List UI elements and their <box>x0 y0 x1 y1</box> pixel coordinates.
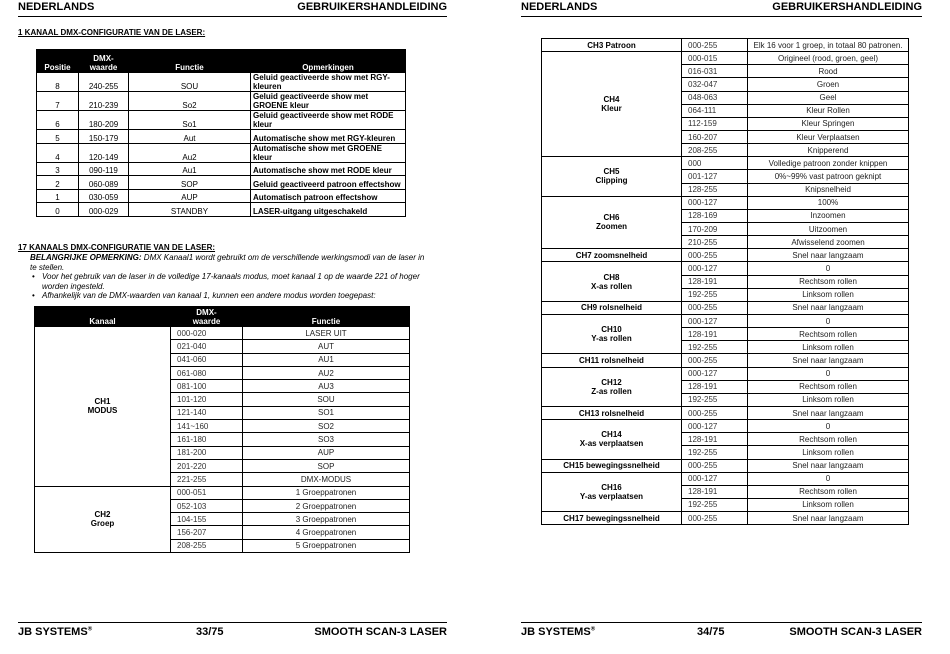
function-cell: Snel naar langzaam <box>748 249 909 262</box>
important-note <box>30 253 425 272</box>
function-cell: Rechtsom rollen <box>748 275 909 288</box>
position-cell: 6 <box>37 111 79 130</box>
channel-name: Y-as rollen <box>591 334 632 344</box>
remark-cell: Automatische show met RGY-kleuren <box>251 130 406 144</box>
function-cell: Snel naar langzaam <box>748 459 909 472</box>
note-label: BELANGRIJKE OPMERKING: <box>30 253 142 262</box>
function-cell: 0 <box>748 367 909 380</box>
table-header-cell: DMX- waarde <box>79 50 129 73</box>
header-title: GEBRUIKERSHANDLEIDING <box>297 1 447 13</box>
table-row <box>542 196 909 209</box>
channel-cell <box>35 327 171 487</box>
dmx-value-cell: 000 <box>682 157 748 170</box>
table-header-cell: Positie <box>37 50 79 73</box>
function-cell: Rechtsom rollen <box>748 433 909 446</box>
function-cell: 3 Groeppatronen <box>243 513 410 526</box>
dmx-value-cell: 161-180 <box>171 433 243 446</box>
dmx-value-cell: 000-015 <box>682 52 748 65</box>
table-row <box>37 162 406 176</box>
dmx-value-cell: 128-191 <box>682 275 748 288</box>
section1-title: 1 KANAAL DMX-CONFIGURATIE VAN DE LASER: <box>18 28 206 37</box>
footer-page-number: 33/75 <box>196 626 224 638</box>
channel-id: CH12 <box>601 377 622 387</box>
function-cell: Kleur Verplaatsen <box>748 130 909 143</box>
function-cell: Linksom rollen <box>748 498 909 511</box>
dmx-value-cell: 000-127 <box>682 367 748 380</box>
table-row <box>542 406 909 419</box>
function-cell: 4 Groeppatronen <box>243 526 410 539</box>
channel-cell <box>542 512 682 525</box>
position-cell: 7 <box>37 92 79 111</box>
function-cell: 0 <box>748 420 909 433</box>
function-cell: AUT <box>243 340 410 353</box>
table-row <box>37 176 406 190</box>
function-cell: 1 Groeppatronen <box>243 486 410 499</box>
function-cell: Snel naar langzaam <box>748 301 909 314</box>
header-title: GEBRUIKERSHANDLEIDING <box>772 1 922 13</box>
footer-page-number: 34/75 <box>697 626 725 638</box>
function-cell: Aut <box>129 130 251 144</box>
function-cell: AU3 <box>243 380 410 393</box>
channel-cell <box>542 52 682 157</box>
channel-cell <box>542 406 682 419</box>
channel-id: CH11 rolsnelheid <box>579 355 644 365</box>
channel-id: CH2 <box>94 510 111 520</box>
footer-product: SMOOTH SCAN-3 LASER <box>314 626 447 638</box>
function-cell: Groen <box>748 78 909 91</box>
function-cell: Volledige patroon zonder knippen <box>748 157 909 170</box>
channel-name: X-as rollen <box>591 281 632 291</box>
bullet-list <box>30 272 425 301</box>
position-cell: 3 <box>37 162 79 176</box>
position-cell: 2 <box>37 176 79 190</box>
channel-cell <box>542 420 682 459</box>
table-row <box>542 472 909 485</box>
dmx-value-cell: 201-220 <box>171 459 243 472</box>
function-cell: Uitzoomen <box>748 222 909 235</box>
dmx-value-cell: 030-059 <box>79 189 129 203</box>
function-cell: Au2 <box>129 143 251 162</box>
dmx-value-cell: 021-040 <box>171 340 243 353</box>
table-channels-3-17 <box>541 38 909 525</box>
remark-cell: Automatische show met GROENE kleur <box>251 143 406 162</box>
function-cell: Inzoomen <box>748 209 909 222</box>
dmx-value-cell: 181-200 <box>171 446 243 459</box>
dmx-value-cell: 090-119 <box>79 162 129 176</box>
table-row <box>37 130 406 144</box>
function-cell: Linksom rollen <box>748 288 909 301</box>
channel-id: CH1 <box>94 397 111 407</box>
dmx-value-cell: 000-127 <box>682 196 748 209</box>
footer-brand: JB SYSTEMS® <box>18 626 93 638</box>
right-page-footer <box>521 622 922 640</box>
footer-product: SMOOTH SCAN-3 LASER <box>789 626 922 638</box>
channel-id: CH15 bewegingssnelheid <box>563 461 660 471</box>
table-row <box>37 189 406 203</box>
function-cell: Knipsnelheid <box>748 183 909 196</box>
remark-cell: Geluid geactiveerde show met RGY-kleuren <box>251 73 406 92</box>
dmx-value-cell: 048-063 <box>682 91 748 104</box>
channel-id: CH8 <box>603 272 620 282</box>
dmx-value-cell: 000-255 <box>682 301 748 314</box>
dmx-value-cell: 156-207 <box>171 526 243 539</box>
dmx-value-cell: 000-255 <box>682 249 748 262</box>
dmx-value-cell: 000-127 <box>682 472 748 485</box>
channel-id: CH3 Patroon <box>587 40 636 50</box>
dmx-value-cell: 112-159 <box>682 117 748 130</box>
dmx-value-cell: 208-255 <box>171 539 243 552</box>
dmx-value-cell: 221-255 <box>171 473 243 486</box>
dmx-value-cell: 210-255 <box>682 236 748 249</box>
table-row <box>542 367 909 380</box>
remark-cell: Geluid geactiveerd patroon effectshow <box>251 176 406 190</box>
function-cell: SOU <box>243 393 410 406</box>
dmx-value-cell: 192-255 <box>682 288 748 301</box>
table-row <box>542 249 909 262</box>
dmx-value-cell: 001-127 <box>682 170 748 183</box>
dmx-value-cell: 128-191 <box>682 433 748 446</box>
channel-name: Z-as rollen <box>591 386 632 396</box>
table-row <box>37 111 406 130</box>
table-header-cell: Functie <box>243 307 410 327</box>
table-row <box>37 203 406 217</box>
notes <box>30 253 425 301</box>
function-cell: AU1 <box>243 353 410 366</box>
channel-cell <box>542 157 682 196</box>
table-row <box>542 459 909 472</box>
channel-cell <box>542 314 682 353</box>
dmx-value-cell: 060-089 <box>79 176 129 190</box>
position-cell: 1 <box>37 189 79 203</box>
function-cell: DMX-MODUS <box>243 473 410 486</box>
function-cell: Snel naar langzaam <box>748 512 909 525</box>
dmx-value-cell: 141~160 <box>171 420 243 433</box>
function-cell: SOU <box>129 73 251 92</box>
channel-id: CH5 <box>603 167 620 177</box>
dmx-value-cell: 210-239 <box>79 92 129 111</box>
table-row <box>542 157 909 170</box>
dmx-value-cell: 120-149 <box>79 143 129 162</box>
function-cell: 0 <box>748 472 909 485</box>
table-row <box>35 327 410 340</box>
function-cell: SO3 <box>243 433 410 446</box>
footer-brand: JB SYSTEMS® <box>521 626 596 638</box>
table-row <box>37 92 406 111</box>
left-page-footer <box>18 622 447 640</box>
remark-cell: LASER-uitgang uitgeschakeld <box>251 203 406 217</box>
dmx-value-cell: 101-120 <box>171 393 243 406</box>
dmx-value-cell: 000-051 <box>171 486 243 499</box>
remark-cell: Geluid geactiveerde show met GROENE kleur <box>251 92 406 111</box>
remark-cell: Automatische show met RODE kleur <box>251 162 406 176</box>
right-page-header <box>521 0 922 17</box>
section2-title: 17 KANAALS DMX-CONFIGURATIE VAN DE LASER: <box>18 243 216 252</box>
channel-name: Groep <box>90 519 115 529</box>
note-text: DMX Kanaal1 wordt gebruikt om de verschillende werkingsmodi van de laser in te stellen. <box>30 253 425 272</box>
dmx-value-cell: 128-191 <box>682 380 748 393</box>
dmx-value-cell: 000-020 <box>171 327 243 340</box>
dmx-value-cell: 208-255 <box>682 144 748 157</box>
function-cell: 0 <box>748 262 909 275</box>
function-cell: Rechtsom rollen <box>748 485 909 498</box>
table-row <box>542 420 909 433</box>
channel-id: CH16 <box>601 482 622 492</box>
channel-cell <box>542 262 682 301</box>
remark-cell: Geluid geactiveerde show met RODE kleur <box>251 111 406 130</box>
channel-id: CH4 <box>603 95 620 105</box>
position-cell: 5 <box>37 130 79 144</box>
position-cell: 8 <box>37 73 79 92</box>
function-cell: 2 Groeppatronen <box>243 499 410 512</box>
dmx-value-cell: 192-255 <box>682 393 748 406</box>
dmx-value-cell: 150-179 <box>79 130 129 144</box>
table-row <box>542 314 909 327</box>
dmx-value-cell: 128-255 <box>682 183 748 196</box>
function-cell: So2 <box>129 92 251 111</box>
dmx-value-cell: 041-060 <box>171 353 243 366</box>
channel-cell <box>542 249 682 262</box>
function-cell: Geel <box>748 91 909 104</box>
table-row <box>542 39 909 52</box>
function-cell: So1 <box>129 111 251 130</box>
channel-id: CH7 zoomsnelheid <box>575 250 648 260</box>
table-row <box>542 354 909 367</box>
function-cell: Snel naar langzaam <box>748 406 909 419</box>
function-cell: SOP <box>243 459 410 472</box>
table-row <box>542 301 909 314</box>
function-cell: Rechtsom rollen <box>748 328 909 341</box>
function-cell: Knipperend <box>748 144 909 157</box>
channel-cell <box>542 196 682 249</box>
dmx-value-cell: 052-103 <box>171 499 243 512</box>
table-row <box>37 143 406 162</box>
dmx-value-cell: 032-047 <box>682 78 748 91</box>
channel-id: CH13 rolsnelheid <box>578 408 645 418</box>
channel-id: CH9 rolsnelheid <box>581 303 642 313</box>
table-header-cell: DMX- waarde <box>171 307 243 327</box>
dmx-value-cell: 121-140 <box>171 406 243 419</box>
dmx-value-cell: 000-127 <box>682 262 748 275</box>
bullet-item: • Afhankelijk van de DMX-waarden van kanaal 1, kunnen een andere modus worden toegepast: <box>30 291 425 301</box>
function-cell: Rood <box>748 65 909 78</box>
dmx-value-cell: 000-127 <box>682 314 748 327</box>
function-cell: Elk 16 voor 1 groep, in totaal 80 patronen. <box>748 39 909 52</box>
dmx-value-cell: 000-127 <box>682 420 748 433</box>
table-row <box>542 262 909 275</box>
function-cell: STANDBY <box>129 203 251 217</box>
table-row <box>542 52 909 65</box>
function-cell: 0 <box>748 314 909 327</box>
function-cell: Linksom rollen <box>748 341 909 354</box>
dmx-value-cell: 192-255 <box>682 341 748 354</box>
channel-cell <box>542 39 682 52</box>
function-cell: Afwisselend zoomen <box>748 236 909 249</box>
function-cell: Snel naar langzaam <box>748 354 909 367</box>
function-cell: AUP <box>129 189 251 203</box>
dmx-value-cell: 000-255 <box>682 406 748 419</box>
function-cell: SO2 <box>243 420 410 433</box>
dmx-value-cell: 240-255 <box>79 73 129 92</box>
dmx-value-cell: 000-255 <box>682 459 748 472</box>
function-cell: Au1 <box>129 162 251 176</box>
dmx-value-cell: 064-111 <box>682 104 748 117</box>
position-cell: 0 <box>37 203 79 217</box>
table-header-cell: Kanaal <box>35 307 171 327</box>
channel-cell <box>542 459 682 472</box>
dmx-value-cell: 170-209 <box>682 222 748 235</box>
channel-cell <box>542 472 682 511</box>
function-cell: 5 Groeppatronen <box>243 539 410 552</box>
table-row <box>37 73 406 92</box>
channel-cell <box>35 486 171 552</box>
table-row <box>542 512 909 525</box>
dmx-value-cell: 180-209 <box>79 111 129 130</box>
function-cell: SO1 <box>243 406 410 419</box>
dmx-value-cell: 061-080 <box>171 366 243 379</box>
table-header-cell: Functie <box>129 50 251 73</box>
function-cell: Kleur Rollen <box>748 104 909 117</box>
dmx-value-cell: 128-169 <box>682 209 748 222</box>
function-cell: AU2 <box>243 366 410 379</box>
dmx-value-cell: 000-029 <box>79 203 129 217</box>
dmx-value-cell: 081-100 <box>171 380 243 393</box>
dmx-value-cell: 128-191 <box>682 328 748 341</box>
header-language: NEDERLANDS <box>18 1 95 13</box>
channel-name: MODUS <box>87 406 118 416</box>
dmx-value-cell: 128-191 <box>682 485 748 498</box>
table-17-channel-modes <box>34 306 410 553</box>
channel-cell <box>542 354 682 367</box>
function-cell: Linksom rollen <box>748 446 909 459</box>
table-1-channel-config <box>36 49 406 217</box>
function-cell: Linksom rollen <box>748 393 909 406</box>
channel-name: X-as verplaatsen <box>579 439 644 449</box>
function-cell: AUP <box>243 446 410 459</box>
channel-id: CH6 <box>603 213 620 223</box>
dmx-value-cell: 016-031 <box>682 65 748 78</box>
header-language: NEDERLANDS <box>521 1 598 13</box>
dmx-value-cell: 192-255 <box>682 446 748 459</box>
bullet-item: • Voor het gebruik van de laser in de volledige 17-kanaals modus, moet kanaal 1 op de waarde 221 of hoger worden ingesteld. <box>30 272 425 291</box>
function-cell: Kleur Springen <box>748 117 909 130</box>
channel-name: Clipping <box>595 176 628 186</box>
channel-id: CH10 <box>601 325 622 335</box>
dmx-value-cell: 160-207 <box>682 130 748 143</box>
channel-cell <box>542 367 682 406</box>
function-cell: 0%~99% vast patroon geknipt <box>748 170 909 183</box>
channel-id: CH17 bewegingssnelheid <box>563 513 660 523</box>
channel-name: Zoomen <box>595 222 628 232</box>
function-cell: LASER UIT <box>243 327 410 340</box>
function-cell: 100% <box>748 196 909 209</box>
table-header-cell: Opmerkingen <box>251 50 406 73</box>
left-page-header <box>18 0 447 17</box>
dmx-value-cell: 192-255 <box>682 498 748 511</box>
channel-id: CH14 <box>601 430 622 440</box>
function-cell: SOP <box>129 176 251 190</box>
channel-cell <box>542 301 682 314</box>
channel-name: Y-as verplaatsen <box>579 491 644 501</box>
position-cell: 4 <box>37 143 79 162</box>
dmx-value-cell: 000-255 <box>682 512 748 525</box>
dmx-value-cell: 000-255 <box>682 39 748 52</box>
function-cell: Origineel (rood, groen, geel) <box>748 52 909 65</box>
dmx-value-cell: 104-155 <box>171 513 243 526</box>
remark-cell: Automatisch patroon effectshow <box>251 189 406 203</box>
table-row <box>35 486 410 499</box>
dmx-value-cell: 000-255 <box>682 354 748 367</box>
channel-name: Kleur <box>601 104 622 114</box>
right-page <box>475 0 950 654</box>
function-cell: Rechtsom rollen <box>748 380 909 393</box>
